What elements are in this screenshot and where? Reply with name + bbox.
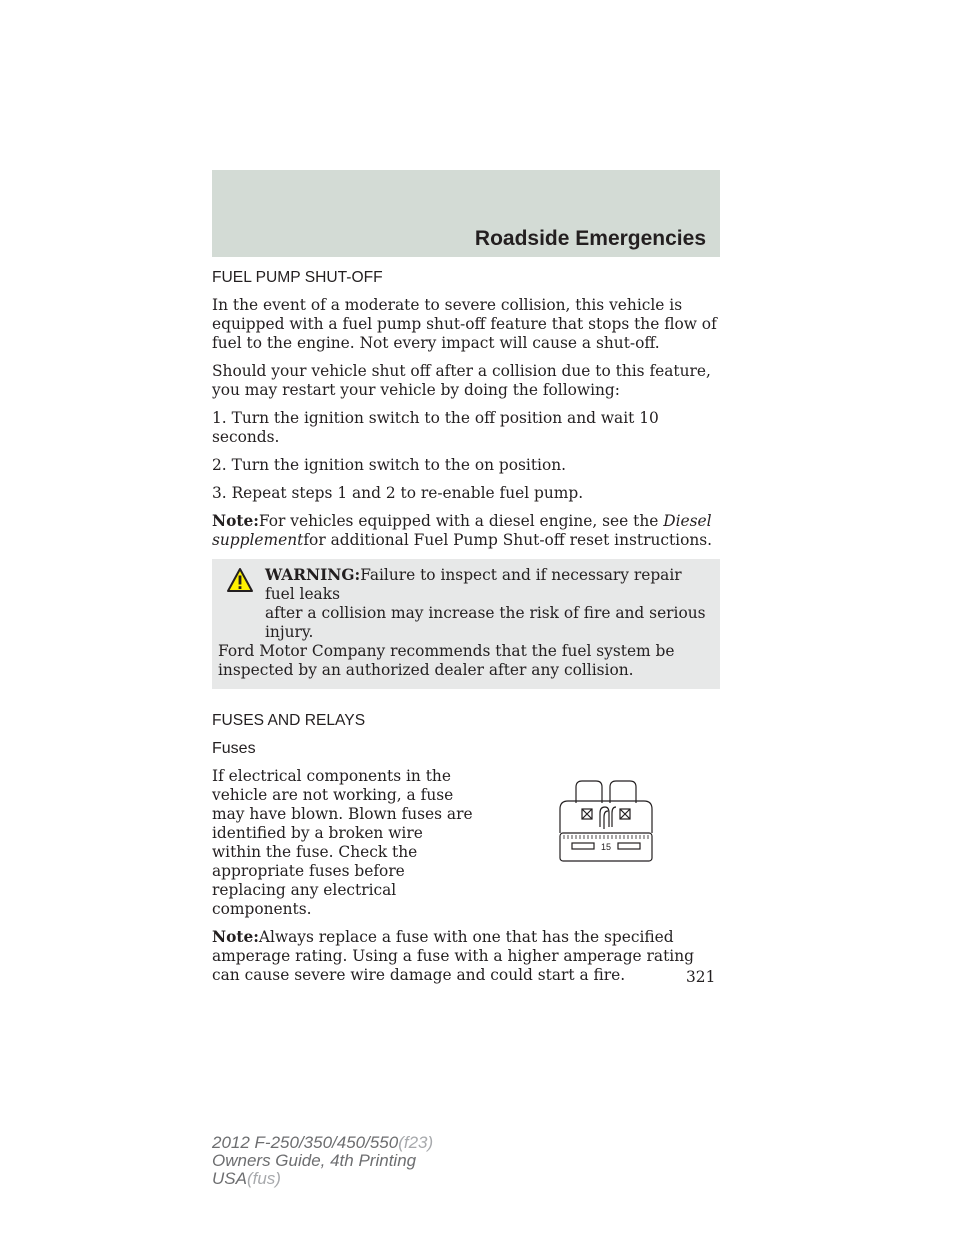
section-header-band [212, 170, 720, 257]
footer-line-3 [212, 1170, 433, 1188]
step-1: 1. Turn the ignition switch to the off position and wait 10 seconds. [212, 409, 659, 446]
step-3: 3. Repeat steps 1 and 2 to re-enable fuel pump. [212, 484, 584, 502]
note-label: Note: [212, 512, 259, 530]
fuses-relays-heading: FUSES AND RELAYS [212, 712, 366, 729]
diesel-note [212, 512, 720, 550]
warning-line-2: after a collision may increase the risk of fire and serious injury. [265, 604, 706, 641]
blade-fuse-illustration [558, 775, 654, 865]
warning-text-1: Failure to inspect and if necessary repair fuel leaks [265, 566, 682, 603]
fuse-section [212, 767, 720, 919]
section-title: Roadside Emergencies [474, 227, 706, 250]
fuel-pump-para-1: In the event of a moderate to severe collision, this vehicle is equipped with a fuel pump shut-off feature that stops the flow of fuel to the engine. Not every impact will cause a shut-off. [212, 296, 717, 352]
footer-edition-info [212, 1134, 433, 1188]
fuses-para: If electrical components in the vehicle are not working, a fuse may have blown. Blown fuses are identified by a broken wire within the fuse. Check the appropriate fuses before replacing any electrical components. [212, 767, 473, 918]
warning-box [212, 559, 720, 689]
amperage-note-text: Always replace a fuse with one that has the specified amperage rating. Using a fuse with a higher amperage rating can cause severe wire damage and could start a fire. [212, 928, 694, 984]
footer-model: 2012 F-250/350/450/550 [212, 1133, 399, 1152]
page-content [212, 268, 720, 994]
footer-line-2: Owners Guide, 4th Printing [212, 1151, 417, 1170]
fuses-subheading: Fuses [212, 740, 256, 757]
footer-region: USA [212, 1169, 247, 1188]
fuse-rating-label: 15 [600, 842, 612, 852]
fuel-pump-para-2: Should your vehicle shut off after a collision due to this feature, you may restart your vehicle by doing the following: [212, 362, 711, 399]
note-text: For vehicles equipped with a diesel engine, see the [258, 512, 664, 530]
amperage-note-label: Note: [212, 928, 259, 946]
footer-line-1 [212, 1134, 433, 1152]
warning-line-1 [218, 566, 710, 604]
warning-label: WARNING: [265, 566, 361, 584]
step-2: 2. Turn the ignition switch to the on position. [212, 456, 567, 474]
warning-rest: Ford Motor Company recommends that the fuel system be inspected by an authorized dealer after any collision. [218, 642, 675, 679]
note-text-2: for additional Fuel Pump Shut-off reset instructions. [303, 531, 713, 549]
footer-region-code: (fus) [246, 1169, 281, 1188]
warning-triangle-icon [226, 567, 254, 593]
page-number: 321 [686, 968, 716, 986]
fuel-pump-heading: FUEL PUMP SHUT-OFF [212, 269, 383, 286]
amperage-note [212, 928, 720, 985]
note-italic: Diesel supplement [212, 512, 712, 549]
footer-model-code: (f23) [398, 1133, 434, 1152]
